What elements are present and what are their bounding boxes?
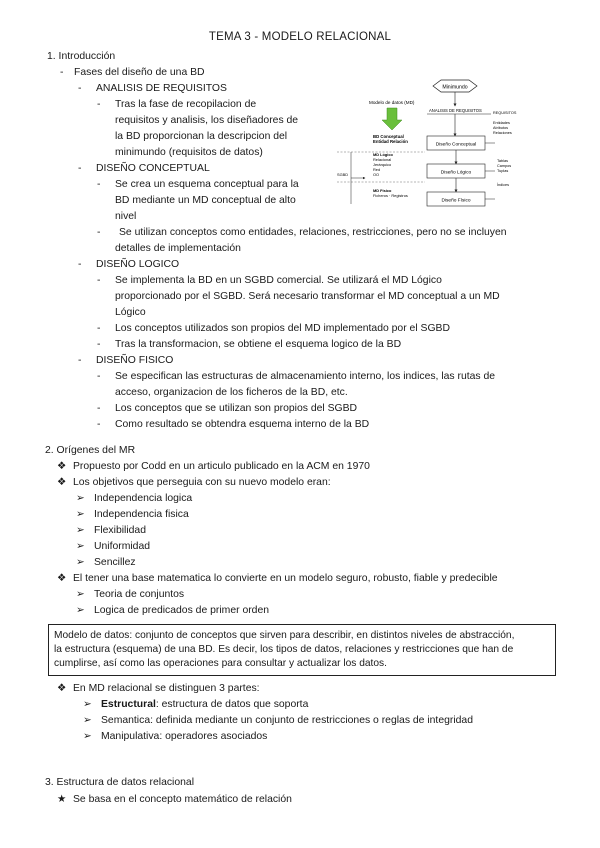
diagram-oo: OO [373,172,380,177]
objetivo-item: Flexibilidad [94,525,146,536]
origenes-p1: Propuesto por Codd en un articulo publicado en la ACM en 1970 [73,461,370,472]
list-item-dash: - [78,163,82,174]
arrow-bullet-icon: ➢ [76,557,85,568]
conceptual-label: DISEÑO CONCEPTUAL [96,163,210,174]
fisico-line-3: Los conceptos que se utilizan son propios del SGBD [115,403,358,414]
fisico-line-4: Como resultado se obtendra esquema interno de la BD [115,419,370,430]
list-item-dash: - [97,419,101,430]
diagram-campos: Campos [497,164,512,168]
estructural-desc: : estructura de datos que soporta [155,699,309,710]
estructural-label: Estructural [101,699,156,710]
parte-semantica: Semantica: definida mediante un conjunto de restricciones o reglas de integridad [101,715,473,726]
arrow-bullet-icon: ➢ [83,731,92,742]
diagram-tablas: Tablas [497,159,508,163]
analisis-line-1: Tras la fase de recopilacion de [115,99,257,110]
definition-line-3: cumplirse, así como las operaciones para consultar y actualizar los datos. [54,658,387,669]
partes-intro: En MD relacional se distinguen 3 partes: [73,683,260,694]
logico-line-3: Lógico [115,307,146,318]
arrow-bullet-icon: ➢ [76,509,85,520]
fisico-line-2: acceso, organizacion de los ficheros de la BD, etc. [115,387,348,398]
analisis-line-3: la BD proporcionan la descripcion del [115,131,288,142]
diamond-bullet-icon: ❖ [57,573,67,584]
diagram-tuplas: Tuplas [497,169,509,173]
definition-line-1: Modelo de datos: conjunto de conceptos que sirven para describir, en distintos niveles de abstracción, [54,630,515,641]
conceptual-line-1: Se crea un esquema conceptual para la [115,179,299,190]
fases-text: Fases del diseño de una BD [74,67,205,78]
logico-line-2: proporcionado por el SGBD. Será necesario transformar el MD conceptual a un MD [115,291,500,302]
list-item-dash: - [78,259,82,270]
diagram-conceptual: Diseño Conceptual [435,142,477,148]
green-down-arrow-icon [382,108,402,130]
arrow-bullet-icon: ➢ [76,541,85,552]
list-item-dash: - [97,99,101,110]
arrow-bullet-icon: ➢ [76,605,85,616]
diagram-md-logico: MD Lógico [373,152,393,157]
list-item-dash: - [97,371,101,382]
list-item-dash: - [60,67,64,78]
analisis-line-2: requisitos y analisis, los diseñadores de [115,115,299,126]
section-3-heading: 3. Estructura de datos relacional [45,777,195,788]
section-1-heading: 1. Introducción [47,51,116,62]
objetivo-item: Uniformidad [94,541,151,552]
arrow-bullet-icon: ➢ [76,525,85,536]
arrow-bullet-icon: ➢ [76,589,85,600]
diagram-red: Red [373,167,381,172]
list-item-dash: - [78,83,82,94]
list-item-dash: - [97,179,101,190]
analisis-label: ANALISIS DE REQUISITOS [96,83,227,94]
fisico-label: DISEÑO FISICO [96,355,174,366]
diagram-modelo: Modelo de datos (MD) [369,100,415,105]
logico-line-4: Los conceptos utilizados son propios del MD implementado por el SGBD [115,323,450,334]
diagram-indices: Índices [497,183,510,187]
conceptual-line-3: nivel [115,211,137,222]
parte-manipulativa: Manipulativa: operadores asociados [101,731,268,742]
diagram-relacional: Relacional [373,157,392,162]
star-bullet-icon: ★ [57,794,67,805]
design-phases-diagram [335,78,559,212]
diagram-requisitos: REQUISITOS [493,111,517,115]
list-item-dash: - [97,403,101,414]
arrow-bullet-icon: ➢ [76,493,85,504]
page-title: TEMA 3 - MODELO RELACIONAL [208,31,392,43]
diamond-bullet-icon: ❖ [57,477,67,488]
fisico-line-1: Se especifican las estructuras de almacenamiento interno, los indices, las rutas de [115,371,496,382]
definition-line-2: la estructura (esquema) de una BD. Es decir, los tipos de datos, relaciones y restricciones que han de [54,644,514,655]
conceptual-line-4: Se utilizan conceptos como entidades, relaciones, restricciones, pero no se incluyen [119,227,507,238]
diagram-analisis: ANALISIS DE REQUISITOS [429,108,482,113]
list-item-dash: - [97,339,101,350]
list-item-dash: - [78,355,82,366]
diagram-fisico: Diseño Físico [441,198,471,204]
diagram-md-fisico: MD Físico [373,188,392,193]
list-item-dash: - [97,227,101,238]
objetivo-item: Independencia fisica [94,509,189,520]
diagram-logico: Diseño Lógico [440,170,472,176]
definition-box [48,624,556,676]
conceptual-line-2: BD mediante un MD conceptual de alto [115,195,296,206]
logico-line-5: Tras la transformacion, se obtiene el esquema logico de la BD [115,339,402,350]
section-2-heading: 2. Orígenes del MR [45,445,136,456]
conceptual-line-5: detalles de implementación [115,243,241,254]
diamond-bullet-icon: ❖ [57,683,67,694]
diagram-entidades: Entidades [493,121,510,125]
analisis-line-4: minimundo (requisitos de datos) [115,147,263,158]
logico-line-1: Se implementa la BD en un SGBD comercial. Se utilizará el MD Lógico [115,275,442,286]
base-item: Logica de predicados de primer orden [94,605,270,616]
list-item-dash: - [97,275,101,286]
arrow-bullet-icon: ➢ [83,715,92,726]
estructura-p1: Se basa en el concepto matemático de relación [73,794,292,805]
logico-label: DISEÑO LOGICO [96,259,180,270]
parte-estructural [101,698,308,711]
diagram-bd-conceptual: BD Conceptual [373,134,404,139]
diagram-atributos: Atributos [493,126,508,130]
origenes-p2: Los objetivos que perseguia con su nuevo modelo eran: [73,477,331,488]
diagram-jerarquico: Jerárquico [373,162,392,167]
objetivo-item: Sencillez [94,557,136,568]
base-item: Teoria de conjuntos [94,589,185,600]
diagram-relaciones: Relaciones [493,131,512,135]
diagram-minimundo: Minimundo [442,84,468,91]
arrow-bullet-icon: ➢ [83,699,92,710]
diagram-ficheros: Ficheros · Registros [373,193,408,198]
diagram-er: Entidad Relación [373,139,408,144]
origenes-p3: El tener una base matematica lo convierte en un modelo seguro, robusto, fiable y predecible [73,573,498,584]
objetivo-item: Independencia logica [94,493,193,504]
diamond-bullet-icon: ❖ [57,461,67,472]
diagram-sgbd: SGBD [337,172,349,177]
list-item-dash: - [97,323,101,334]
